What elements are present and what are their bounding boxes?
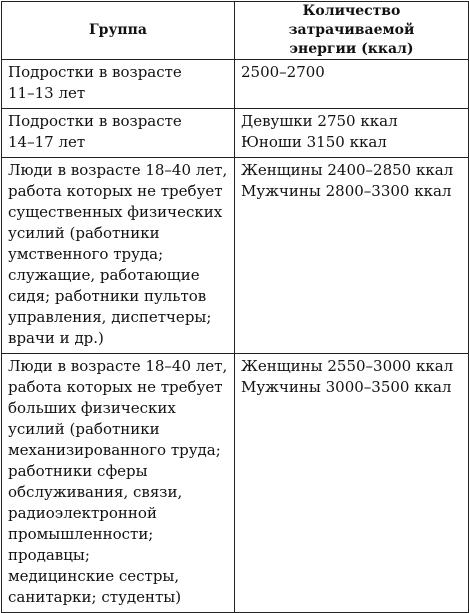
table-row xyxy=(2,60,469,109)
energy-cell: 2500–2700 xyxy=(235,60,469,109)
group-cell: Люди в возрасте 18–40 лет, работа которых не требует больших физических усилий (работники механизированного труда; работники сферы обслуживания, связи, радиоэлектронной промышленности; продавцы; медицинские сестры, санитарки; студенты) xyxy=(2,354,235,613)
header-energy: Количество затрачиваемой энергии (ккал) xyxy=(235,2,469,60)
energy-cell: Девушки 2750 ккал Юноши 3150 ккал xyxy=(235,109,469,158)
group-cell: Люди в возрасте 18–40 лет, работа которых не требует существенных физических усилий (работники умственного труда; служащие, работающие сидя; работники пультов управления, диспетчеры; врачи и др.) xyxy=(2,158,235,354)
table-header-row xyxy=(2,2,469,60)
group-cell: Подростки в возрасте 11–13 лет xyxy=(2,60,235,109)
header-group: Группа xyxy=(2,2,235,60)
group-cell: Подростки в возрасте 14–17 лет xyxy=(2,109,235,158)
table-row xyxy=(2,158,469,354)
energy-cell: Женщины 2400–2850 ккал Мужчины 2800–3300 ккал xyxy=(235,158,469,354)
table-row xyxy=(2,354,469,613)
table-row xyxy=(2,109,469,158)
energy-cell: Женщины 2550–3000 ккал Мужчины 3000–3500 ккал xyxy=(235,354,469,613)
energy-requirements-table xyxy=(1,1,469,613)
